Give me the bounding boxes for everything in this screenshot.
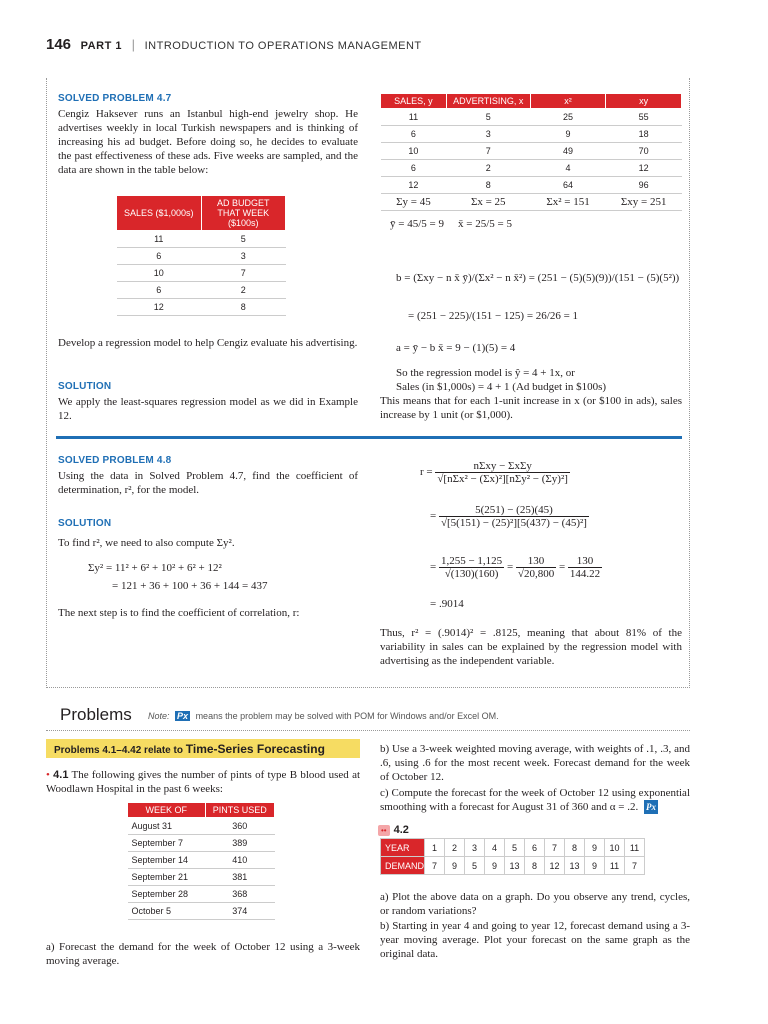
b-equation-2: = (251 − 225)/(151 − 125) = 26/26 = 1 [408, 310, 579, 322]
xbar-eq: x̄ = 25/5 = 5 [458, 218, 512, 230]
sp48-solution: To find r², we need to also compute Σy². [58, 537, 235, 549]
r-formula-3: = $\frac{1,255 - 1,125}{√(130)(160)}$ = $\frac{130}{√20,800}$ = $\frac{130}{144.22}$ [430, 555, 601, 580]
table-row: September 21 381 [128, 869, 275, 886]
r-fraction: $\frac{\text{nΣxy − ΣxΣy}}{\text{√[nΣx² − (Σx)²][nΣy² − (Σy)²]}}$ [437, 460, 568, 485]
px-icon: Px [645, 802, 656, 812]
page-number: 146 [46, 36, 72, 53]
sp47-small-table [116, 195, 286, 316]
section-divider [56, 436, 682, 439]
table-row: 11 5 25 55 [381, 109, 682, 126]
part-label: PART 1 [80, 40, 122, 52]
col-header: AD BUDGET THAT WEEK ($100s) [201, 196, 286, 231]
col-header: xy [606, 94, 682, 109]
header-separator: | [131, 37, 135, 52]
model-line-2: Sales (in $1,000s) = 4 + 1 (Ad budget in $100s) [396, 381, 607, 393]
table-row: September 7 389 [128, 835, 275, 852]
dotted-rule [46, 730, 690, 731]
page-header [46, 36, 422, 53]
sp48-solution-heading: SOLUTION [58, 518, 112, 529]
sum-y2-eq: Σy² = 11² + 6² + 10² + 6² + 12² [88, 562, 222, 574]
problem-4-1: • 4.1 The following gives the number of pints of type B blood used at Woodlawn Hospital in the past 6 weeks: [46, 769, 361, 795]
table-row: September 28 368 [128, 886, 275, 903]
sp48-conclusion: Thus, r² = (.9014)² = .8125, meaning that about 81% of the variability in sales can be explained by the regression model with advertising as the independent variable. [380, 627, 682, 667]
col-header: SALES, y [381, 94, 447, 109]
col-header: ADVERTISING, x [446, 94, 530, 109]
table-row: 11 5 [117, 231, 286, 248]
sums-row: Σy = 45 Σx = 25 Σx² = 151 Σxy = 251 [381, 194, 682, 211]
r-label: r = [420, 466, 436, 479]
b-equation: b = (Σxy − n x̄ ȳ)/(Σx² − n x̄²) = (251 − (5)(5)(9))/(151 − (5)(5²)) [396, 272, 680, 284]
col-header: x² [530, 94, 606, 109]
model-line-3: This means that for each 1-unit increase in x (or $100 in ads), sales increase by 1 unit (or $1,000). [380, 395, 682, 421]
sp48-intro: Using the data in Solved Problem 4.7, find the coefficient of determination, r², for the model. [58, 470, 358, 496]
table-row: 12 8 64 96 [381, 177, 682, 194]
p42-b: b) Starting in year 4 and going to year 12, forecast demand using a 3-year moving average. Plot your forecast on the same graph as the original data. [380, 920, 690, 960]
p41-b: b) Use a 3-week weighted moving average, with weights of .1, .3, and .6, using .6 for the most recent week. Forecast demand for the week of October 12. [380, 743, 690, 783]
col-header: WEEK OF [128, 803, 206, 818]
model-line-1: So the regression model is ŷ = 4 + 1x, or [396, 367, 575, 379]
r-formula-2: = $\frac{5(251) - (25)(45)}{\text{√[5(151) − (25)²][5(437) − (45)²]}}$ [430, 504, 587, 529]
a-equation: a = ȳ − b x̄ = 9 − (1)(5) = 4 [396, 342, 516, 354]
table-row: 6 2 [117, 282, 286, 299]
problem-4-2 [378, 820, 409, 838]
p41-a: a) Forecast the demand for the week of October 12 using a 3-week moving average. [46, 941, 360, 967]
chapter-title: INTRODUCTION TO OPERATIONS MANAGEMENT [144, 40, 422, 52]
problems-title: Problems [60, 705, 132, 724]
sp47-big-table [380, 93, 682, 211]
topic-bar: Problems 4.1–4.42 relate to Time-Series Forecasting [46, 739, 360, 758]
px-icon: Px [177, 711, 189, 721]
table-row: August 31 360 [128, 818, 275, 835]
sum-y2-eq-2: = 121 + 36 + 100 + 36 + 144 = 437 [112, 580, 268, 592]
r-value: = .9014 [430, 598, 464, 610]
col-header: PINTS USED [205, 803, 274, 818]
table-row: YEAR 1 2 3 4 5 6 7 8 9 10 11 [381, 839, 645, 857]
sp47-task: Develop a regression model to help Cengiz evaluate his advertising. [58, 337, 358, 349]
sp47-intro: Cengiz Haksever runs an Istanbul high-end jewelry shop. He advertises weekly in local Turkish newspapers and is thinking of increasing his ad budget. Before doing so, he decides to evaluate the past effectiveness of these ads. Five weeks are sampled, and the data are shown in the table below: [58, 108, 358, 176]
bullet-icon: • [46, 769, 50, 781]
table-row: 6 3 9 18 [381, 126, 682, 143]
sp47-solution: We apply the least-squares regression model as we did in Example 12. [58, 396, 358, 422]
p41-table [127, 802, 275, 920]
sp47-solution-heading: SOLUTION [58, 381, 112, 392]
table-row: DEMAND 7 9 5 9 13 8 12 13 9 11 7 [381, 857, 645, 875]
col-header: SALES ($1,000s) [117, 196, 202, 231]
sp47-heading: SOLVED PROBLEM 4.7 [58, 93, 172, 104]
table-row: September 14 410 [128, 852, 275, 869]
table-row: 10 7 49 70 [381, 143, 682, 160]
table-row: 6 3 [117, 248, 286, 265]
ybar-eq: ȳ = 45/5 = 9 [390, 218, 444, 230]
problem-number: 4.2 [393, 824, 409, 836]
sp48-heading: SOLVED PROBLEM 4.8 [58, 455, 172, 466]
difficulty-icon: •• [378, 825, 390, 836]
table-row: 6 2 4 12 [381, 160, 682, 177]
problem-number: 4.1 [53, 769, 69, 781]
table-row: 12 8 [117, 299, 286, 316]
table-row: October 5 374 [128, 903, 275, 920]
problems-note: Note: Px means the problem may be solved with POM for Windows and/or Excel OM. [148, 711, 499, 721]
p41-c: c) Compute the forecast for the week of October 12 using exponential smoothing with a forecast for August 31 of 360 and α = .2. Px [380, 787, 690, 813]
sp48-next: The next step is to find the coefficient of correlation, r: [58, 607, 300, 619]
p42-a: a) Plot the above data on a graph. Do you observe any trend, cycles, or random variations? [380, 891, 690, 917]
r-formula [420, 460, 570, 485]
table-row: 10 7 [117, 265, 286, 282]
p42-table [380, 838, 645, 875]
